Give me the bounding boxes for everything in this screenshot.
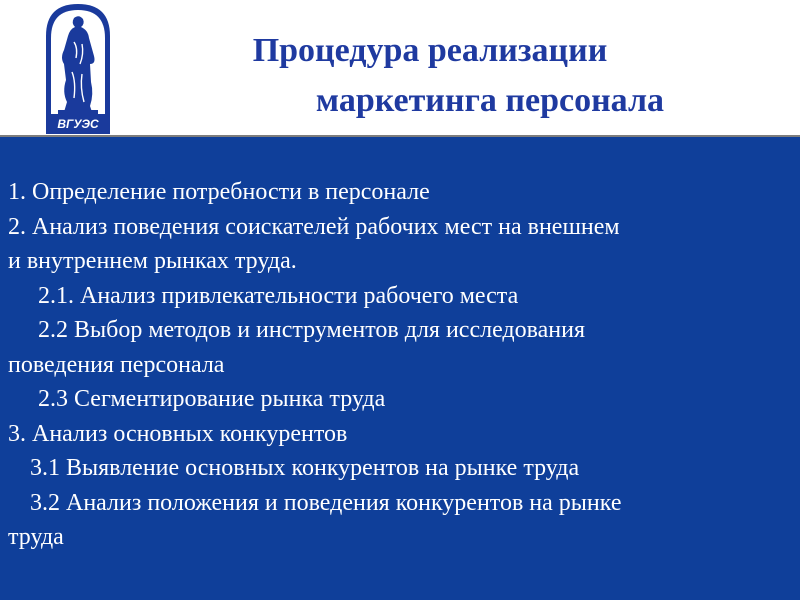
slide-title — [140, 26, 780, 126]
list-item: 1. Определение потребности в персонале — [8, 179, 430, 205]
logo-emblem-icon — [44, 2, 112, 134]
list-item-continuation: труда — [8, 524, 64, 550]
list-subitem: 2.1. Анализ привлекательности рабочего места — [38, 282, 519, 309]
title-line-1: Процедура реализации — [252, 32, 608, 69]
university-logo — [44, 2, 112, 134]
title-line-2: маркетинга персонала — [315, 82, 665, 119]
slide-header — [0, 0, 800, 135]
list-item: 3. Анализ основных конкурентов — [8, 420, 348, 447]
list-item-continuation: и внутреннем рынках труда. — [8, 248, 297, 274]
list-item: 2. Анализ поведения соискателей рабочих мест на внешнем — [8, 213, 620, 240]
list-subitem: 2.2 Выбор методов и инструментов для исследования — [38, 317, 586, 343]
logo-text: ВГУЭС — [57, 117, 99, 131]
list-subitem: 3.1 Выявление основных конкурентов на рынке труда — [30, 455, 580, 481]
list-item-continuation: поведения персонала — [8, 351, 225, 378]
list-subitem: 2.3 Сегментирование рынка труда — [38, 386, 386, 412]
slide-body — [0, 137, 800, 600]
list-subitem: 3.2 Анализ положения и поведения конкурентов на рынке — [30, 489, 622, 516]
